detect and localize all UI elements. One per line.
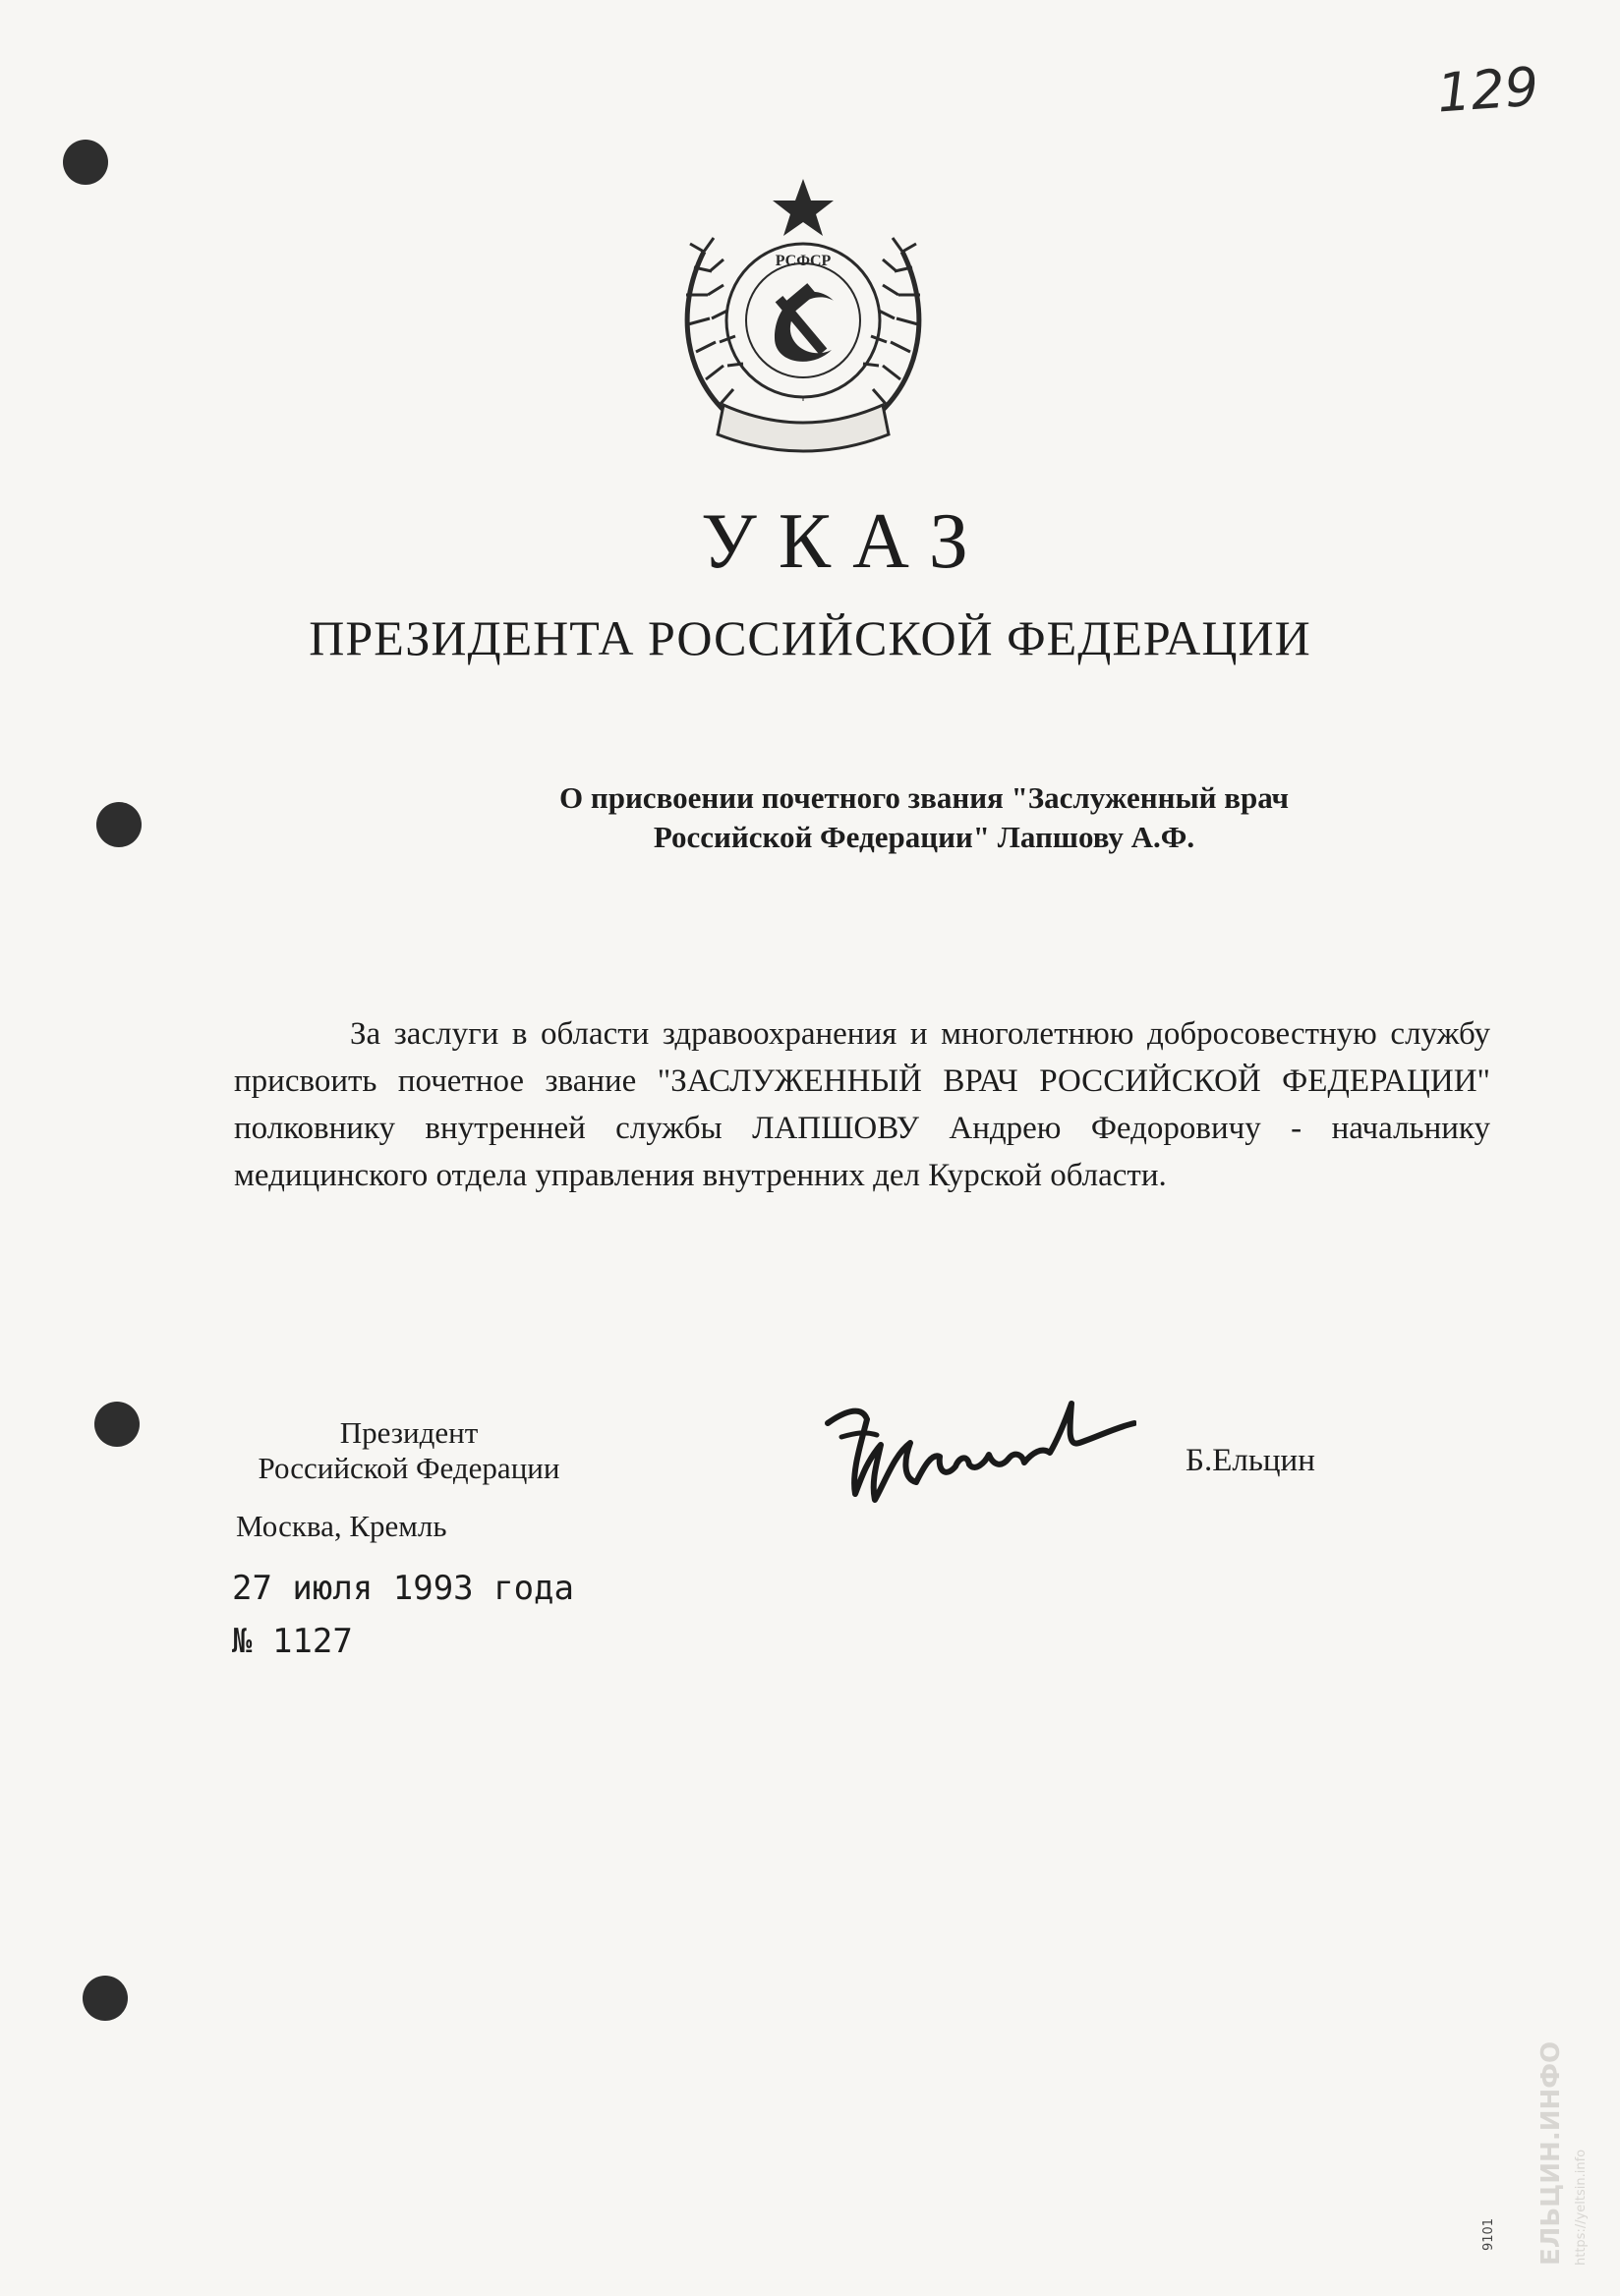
punch-hole [63,140,108,185]
state-emblem-icon [665,173,942,468]
subject-line: О присвоении почетного звания "Заслуженный врач [558,780,1289,815]
subject-line: Российской Федерации" Лапшову А.Ф. [653,820,1195,854]
body-paragraph: За заслуги в области здравоохранения и многолетнюю добросовестную службу присвоить почетное звание "ЗАСЛУЖЕННЫЙ ВРАЧ РОССИЙСКОЙ ФЕДЕРАЦИИ" полковнику внутренней службы ЛАПШОВУ Андрею Федоровичу - начальнику медицинского отдела управления внутренних дел Курской области. [234,1016,1490,1193]
punch-hole [94,1402,140,1447]
punch-hole [83,1976,128,2021]
watermark-logo [1530,2025,1594,2270]
emblem-abbreviation: РСФСР [775,253,832,269]
decree-body [234,1010,1490,1199]
decree-subject [374,778,1475,857]
signer-name: Б.Ельцин [1186,1443,1315,1478]
watermark-text: ЕЛЬЦИН.ИНФО [1536,2040,1566,2266]
issue-date: 27 июля 1993 года [232,1569,574,1608]
position-line: Российской Федерации [258,1451,560,1485]
position-line: Президент [339,1415,479,1450]
archive-page-number: 129 [1434,55,1541,125]
watermark-url: https://yeltsin.info [1574,2149,1589,2266]
signatory-position [232,1415,586,1486]
decree-number: № 1127 [232,1622,353,1661]
decree-subtitle: ПРЕЗИДЕНТА РОССИЙСКОЙ ФЕДЕРАЦИИ [309,610,1311,665]
handwritten-signature [822,1384,1136,1512]
decree-title: УКАЗ [701,498,990,585]
punch-hole [96,802,142,847]
edge-code: 9101 [1481,2217,1497,2252]
issue-place: Москва, Кремль [236,1509,447,1543]
